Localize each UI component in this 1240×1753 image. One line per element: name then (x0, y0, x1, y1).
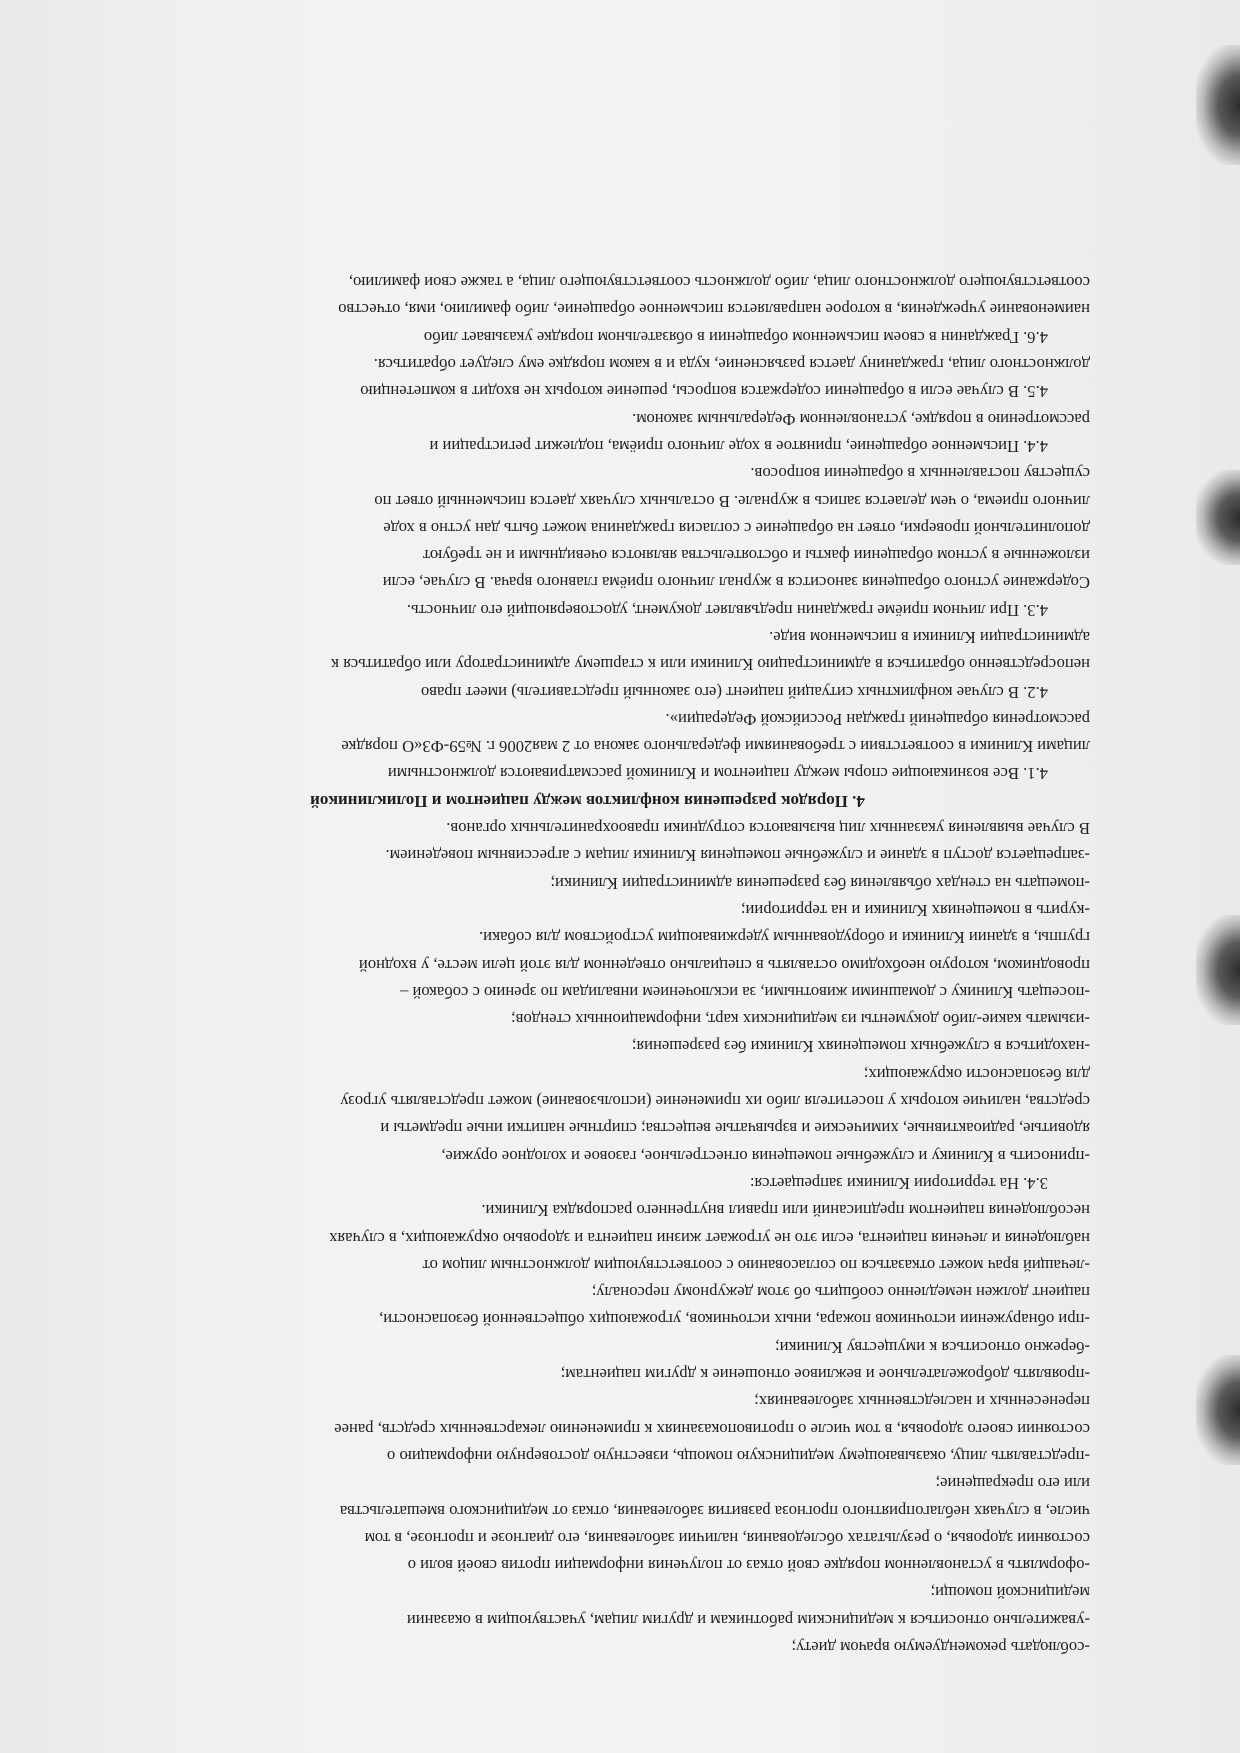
text-line: -оформлять в установленном порядке свой отказ от получения информации против своей воли о (407, 1556, 1090, 1576)
text-line: проводником, которую необходимо оставлять в специально отведенном для этой цели месте, у входной (358, 955, 1090, 975)
text-line: несоблюдения пациентом предписаний или правил внутреннего распорядка Клиники. (481, 1201, 1090, 1221)
section-heading: 4. Порядок разрешения конфликтов между пациентом и Поликлиникой (310, 791, 865, 811)
text-line: -курить в помещениях Клиники и на территории; (740, 900, 1090, 920)
text-line: -посещать Клинику с домашними животными, за исключением инвалидам по зрению с собакой – (400, 982, 1090, 1002)
text-line: -соблюдать рекомендуемую врачом диету; (791, 1638, 1090, 1657)
text-line: 4.6. Гражданин в своем письменном обращении в обязательном порядке указывает либо (423, 327, 1048, 347)
text-line: администрации Клиники в письменном виде. (769, 628, 1090, 648)
document-text (85, 269, 1090, 1661)
text-line: медицинской помощи; (930, 1583, 1090, 1603)
text-line: наименование учреждения, в которое направляется письменное обращение, либо фамилию, имя, отчество (338, 300, 1090, 320)
text-line: 3.4. На территории Клиники запрещается: (749, 1173, 1048, 1193)
text-line: состоянии здоровья, о результатах обследования, наличии заболевания, его диагнозе и прогнозе, в том (364, 1528, 1090, 1548)
text-line: пациент должен немедленно сообщить об этом дежурному персоналу; (591, 1283, 1090, 1303)
text-line: существу поставленных в обращении вопросов. (750, 464, 1090, 484)
text-line: рассмотрению в порядке, установленном Федеральным законом. (632, 409, 1090, 429)
text-line: числе, в случаях неблагоприятного прогноза развития заболевания, отказ от медицинского вмешательства (339, 1501, 1090, 1521)
text-line: 4.2. В случае конфликтных ситуаций пациент (его законный представитель) имеет право (420, 682, 1048, 702)
text-line: соответствующего должностного лица, либо должность соответствующего лица, а также свои фамилию, (348, 273, 1090, 293)
text-line: ядовитые, радиоактивные, химические и взрывчатые вещества; спиртные напитки иные предметы и (380, 1119, 1090, 1139)
scan-artifact (1196, 1355, 1240, 1465)
text-line: или его прекращение; (935, 1474, 1090, 1494)
text-line: лицами Клиники в соответствии с требованиями федерального закона от 2 мая2006 г. №59-ФЗ«О порядке (341, 737, 1090, 757)
text-line: для безопасности окружающих; (863, 1064, 1090, 1084)
text-line: 4.4. Письменное обращение, принятое в ходе личного приёма, подлежит регистрации и (429, 436, 1048, 456)
text-line: 4.3. При личном приёме гражданин предъявляет документ, удостоверяющий его личность. (406, 600, 1048, 620)
text-line: В случае выявления указанных лиц вызываются сотрудники правоохранительных органов. (446, 819, 1090, 839)
text-line: наблюдения и лечения пациента, если это не угрожает жизни пациента и здоровью окружающих, в случаях (329, 1228, 1090, 1248)
scan-artifact (1196, 45, 1240, 165)
text-line: 4.1. Все возникающие споры между пациентом и Клиникой рассматриваются должностными (387, 764, 1048, 784)
text-line: состоянии своего здоровья, в том числе о противопоказаниях к применению лекарственных средств, ранее (334, 1419, 1090, 1439)
text-line: -приносить в Клинику и служебные помещения огнестрельное, газовое и холодное оружие, (441, 1146, 1090, 1166)
scan-artifact (1196, 915, 1240, 1025)
text-line: -изымать какие-либо документы из медицинских карт, информационных стендов; (511, 1010, 1090, 1030)
text-line: -лечащий врач может отказаться по согласованию с соответствующим должностным лицом от (422, 1255, 1090, 1275)
text-line: -при обнаружении источников пожара, иных источников, угрожающих общественной безопасности, (379, 1310, 1090, 1330)
text-line: перенесенных и наследственных заболеваниях; (754, 1392, 1090, 1412)
text-line: -бережно относиться к имуществу Клиники; (774, 1337, 1090, 1357)
text-line: -проявлять доброжелательное и вежливое отношение к другим пациентам; (560, 1365, 1090, 1385)
text-line: дополнительной проверки, ответ на обращение с согласия гражданина может быть дан устно в ходе (383, 518, 1090, 538)
text-line: -представлять лицу, оказывающему медицинскую помощь, известную достоверную информацию о (386, 1446, 1090, 1466)
text-line: должностного лица, гражданину дается разъяснение, куда и в каком порядке ему следует обратиться. (373, 355, 1090, 375)
text-line: -запрещается доступ в здание и служебные помещения Клиники лицам с агрессивным поведением. (385, 846, 1090, 866)
text-line: -уважительно относиться к медицинским работникам и другим лицам, участвующим в оказании (406, 1610, 1090, 1630)
text-line: 4.5. В случае если в обращении содержатся вопросы, решение которых не входит в компетенцию (360, 382, 1048, 402)
text-line: группы, в здании Клиники и оборудованным удерживающим устройством для собаки. (479, 928, 1090, 948)
text-line: непосредственно обратиться в администрацию Клиники или к старшему администратору или обратиться к (330, 655, 1090, 675)
scan-artifact (1196, 470, 1240, 565)
text-line: -находиться в служебных помещениях Клиники без разрешения; (631, 1037, 1090, 1057)
text-line: средства, наличие которых у посетителя либо их применение (использование) может представлять угрозу (340, 1092, 1090, 1112)
text-line: личного приема, о чем делается запись в журнале. В остальных случаях дается письменный ответ по (374, 491, 1090, 511)
text-line: -помещать на стендах объявления без разрешения администрации Клиники; (550, 873, 1090, 893)
text-line: рассмотрения обращений граждан Российской Федерации». (665, 709, 1090, 729)
text-line: Содержание устного обращения заносится в журнал личного приёма главного врача. В случае, если (382, 573, 1090, 593)
text-line: изложенные в устном обращении факты и обстоятельства являются очевидными и не требуют (422, 546, 1090, 566)
